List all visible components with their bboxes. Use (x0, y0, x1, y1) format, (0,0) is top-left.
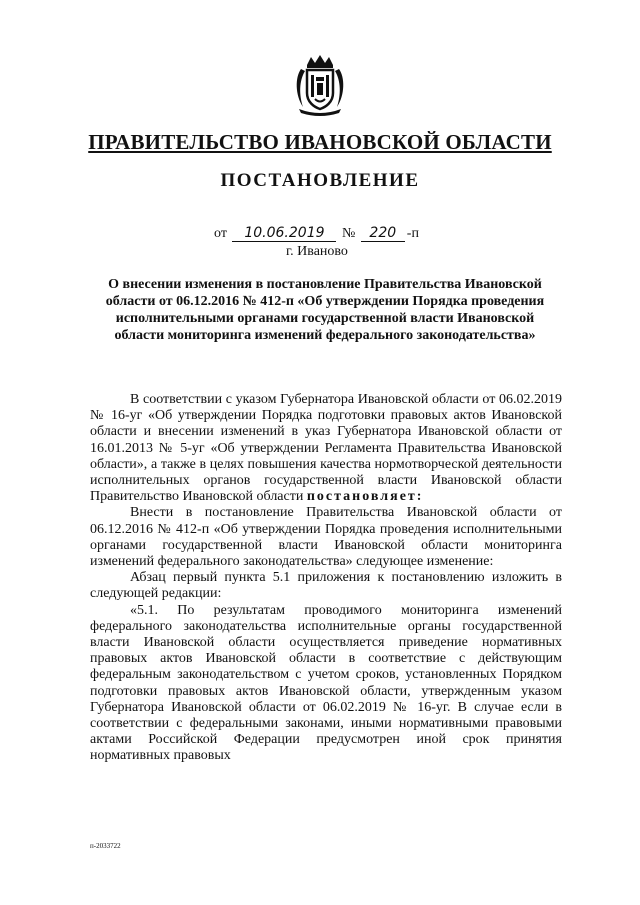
document-subject: О внесении изменения в постановление Правительства Ивановской области от 06.12.2016 № 412-п «Об утверждении Порядка проведения исполнительными органами государственной власти Ивановской области мониторинга изменений федерального законодательства» (105, 277, 545, 343)
number-sign: № (341, 226, 356, 241)
document-body (90, 392, 562, 765)
number-suffix: -п (406, 226, 419, 241)
document-type: ПОСТАНОВЛЕНИЕ (220, 170, 420, 191)
city: г. Иваново (286, 244, 348, 259)
body-paragraph: Абзац первый пункта 5.1 приложения к постановлению изложить в следующей редакции: (90, 570, 562, 602)
coat-of-arms-emblem (293, 55, 347, 117)
body-paragraph: «5.1. По результатам проводимого мониторинга изменений федерального законодательства исполнительные органы государственной власти Ивановской области осуществляется приведение нормативных правовых актов Ивановской области в соответствие с действующим федеральным законодательством с учетом сроков, установленных Порядком подготовки правовых актов Ивановской области, утвержденным указом Губернатора Ивановской области от 06.02.2019 № 16-уг. В случае если в соответствии с федеральными законами, иными нормативными правовыми актами Российской Федерации предусмотрен иной срок принятия нормативных правовых (90, 602, 562, 764)
government-title: ПРАВИТЕЛЬСТВО ИВАНОВСКОЙ ОБЛАСТИ (88, 130, 552, 154)
footer-document-code: п-2033722 (90, 842, 121, 850)
resolves-keyword: постановляет: (306, 489, 424, 505)
paragraph-text: В соответствии с указом Губернатора Ивановской области от 06.02.2019 № 16-уг «Об утверждении Порядка подготовки правовых актов Ивановской области и внесении изменений в указ Губернатора Ивановской области от 16.01.2013 № 5-уг «Об утверждении Регламента Правительства Ивановской области», а также в целях повышения качества нормотворческой деятельности исполнительных органов государственной власти Ивановской области Правительство Ивановской области (90, 392, 562, 505)
date-prefix: от (214, 226, 227, 241)
document-number: 220 (361, 226, 405, 242)
body-paragraph (90, 392, 562, 505)
document-date: 10.06.2019 (232, 226, 336, 242)
body-paragraph: Внести в постановление Правительства Ивановской области от 06.12.2016 № 412-п «Об утверждении Порядка проведения исполнительными органами государственной власти Ивановской области мониторинга изменений федерального законодательства» следующее изменение: (90, 505, 562, 570)
date-number-line (214, 226, 419, 242)
